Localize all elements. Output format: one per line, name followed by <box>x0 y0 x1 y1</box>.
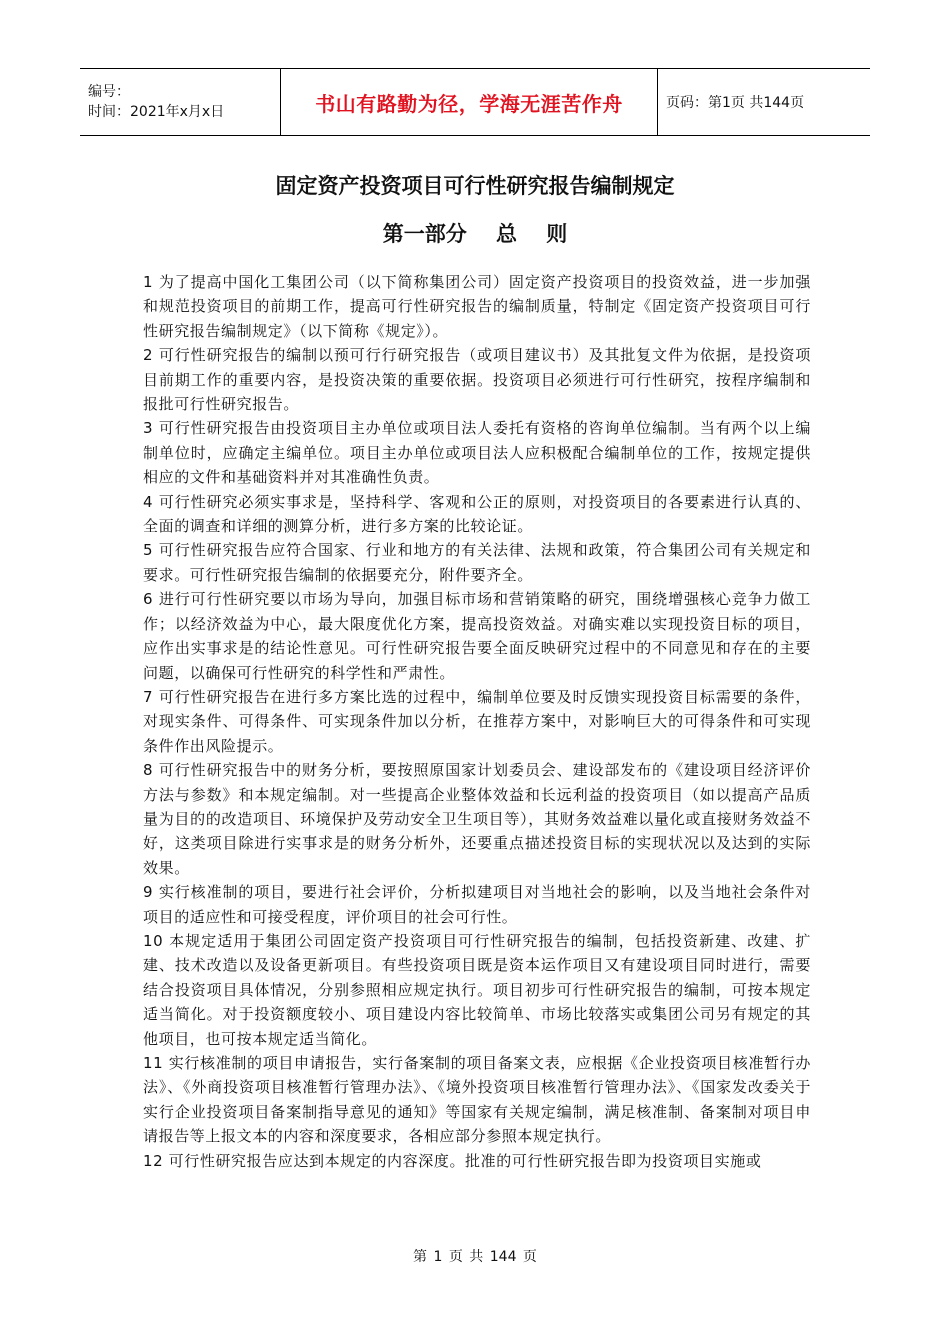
paragraph-8: 8 可行性研究报告中的财务分析，要按照原国家计划委员会、建设部发布的《建设项目经济评价方法与参数》和本规定编制。对一些提高企业整体效益和长远利益的投资项目（如以提高产品质量为目的的改造项目、环境保护及劳动安全卫生项目等），其财务效益难以量化或直接财务效益不好，这类项目除进行实事求是的财务分析外，还要重点描述投资目标的实现状况以及达到的实际效果。 <box>143 761 811 877</box>
paragraph-5: 5 可行性研究报告应符合国家、行业和地方的有关法律、法规和政策，符合集团公司有关规定和要求。可行性研究报告编制的依据要充分，附件要齐全。 <box>143 541 811 584</box>
page-label: 页码：第1页 共144页 <box>666 95 805 111</box>
paragraph-7: 7 可行性研究报告在进行多方案比选的过程中，编制单位要及时反馈实现投资目标需要的条件，对现实条件、可得条件、可实现条件加以分析，在推荐方案中，对影响巨大的可得条件和可实现条件作出风险提示。 <box>143 687 811 755</box>
paragraph-10: 10 本规定适用于集团公司固定资产投资项目可行性研究报告的编制，包括投资新建、改建、扩建、技术改造以及设备更新项目。有些投资项目既是资本运作项目又有建设项目同时进行，需要结合投资项目具体情况，分别参照相应规定执行。项目初步可行性研究报告的编制，可按本规定适当简化。对于投资额度较小、项目建设内容比较简单、市场比较落实或集团公司另有规定的其他项目，也可按本规定适当简化。 <box>143 931 811 1048</box>
time-label: 时间：2021年x月x日 <box>88 104 225 120</box>
motto: 书山有路勤为径，学海无涯苦作舟 <box>315 91 623 116</box>
paragraph-6: 6 进行可行性研究要以市场为导向，加强目标市场和营销策略的研究，围绕增强核心竞争力做工作；以经济效益为中心，最大限度优化方案，提高投资效益。对确实难以实现投资目标的项目，应作出实事求是的结论性意见。可行性研究报告要全面反映研究过程中的不同意见和存在的主要问题，以确保可行性研究的科学性和严肃性。 <box>143 590 811 682</box>
document-title: 固定资产投资项目可行性研究报告编制规定 <box>275 174 675 198</box>
paragraph-2: 2 可行性研究报告的编制以预可行行研究报告（或项目建议书）及其批复文件为依据，是投资项目前期工作的重要内容，是投资决策的重要依据。投资项目必须进行可行性研究，按程序编制和报批可行性研究报告。 <box>143 346 811 414</box>
header-left-cell <box>80 69 280 135</box>
paragraph-1: 1 为了提高中国化工集团公司（以下简称集团公司）固定资产投资项目的投资效益，进一步加强和规范投资项目的前期工作，提高可行性研究报告的编制质量，特制定《固定资产投资项目可行性研究报告编制规定》（以下简称《规定》）。 <box>143 273 811 340</box>
body-text <box>143 270 811 1173</box>
part-title: 第一部分 总 则 <box>382 222 568 246</box>
header-motto-cell <box>280 69 658 135</box>
paragraph-12: 12 可行性研究报告应达到本规定的内容深度。批准的可行性研究报告即为投资项目实施或 <box>143 1151 762 1170</box>
paragraph-4: 4 可行性研究必须实事求是，坚持科学、客观和公正的原则，对投资项目的各要素进行认真的、全面的调查和详细的测算分析，进行多方案的比较论证。 <box>143 492 811 536</box>
page-footer: 第 1 页 共 144 页 <box>413 1249 537 1265</box>
paragraph-11: 11 实行核准制的项目申请报告，实行备案制的项目备案文表，应根据《企业投资项目核准暂行办法》、《外商投资项目核准暂行管理办法》、《境外投资项目核准暂行管理办法》、《国家发改委关于实行企业投资项目备案制指导意见的通知》等国家有关规定编制，满足核准制、备案制对项目申请报告等上报文本的内容和深度要求，各相应部分参照本规定执行。 <box>143 1054 811 1146</box>
paragraph-9: 9 实行核准制的项目，要进行社会评价，分析拟建项目对当地社会的影响，以及当地社会条件对项目的适应性和可接受程度，评价项目的社会可行性。 <box>143 883 811 926</box>
header-table <box>80 68 870 136</box>
number-label: 编号： <box>88 84 130 100</box>
paragraph-3: 3 可行性研究报告由投资项目主办单位或项目法人委托有资格的咨询单位编制。当有两个以上编制单位时，应确定主编单位。项目主办单位或项目法人应积极配合编制单位的工作，按规定提供相应的文件和基础资料并对其准确性负责。 <box>143 419 811 487</box>
header-page-cell <box>658 69 870 135</box>
